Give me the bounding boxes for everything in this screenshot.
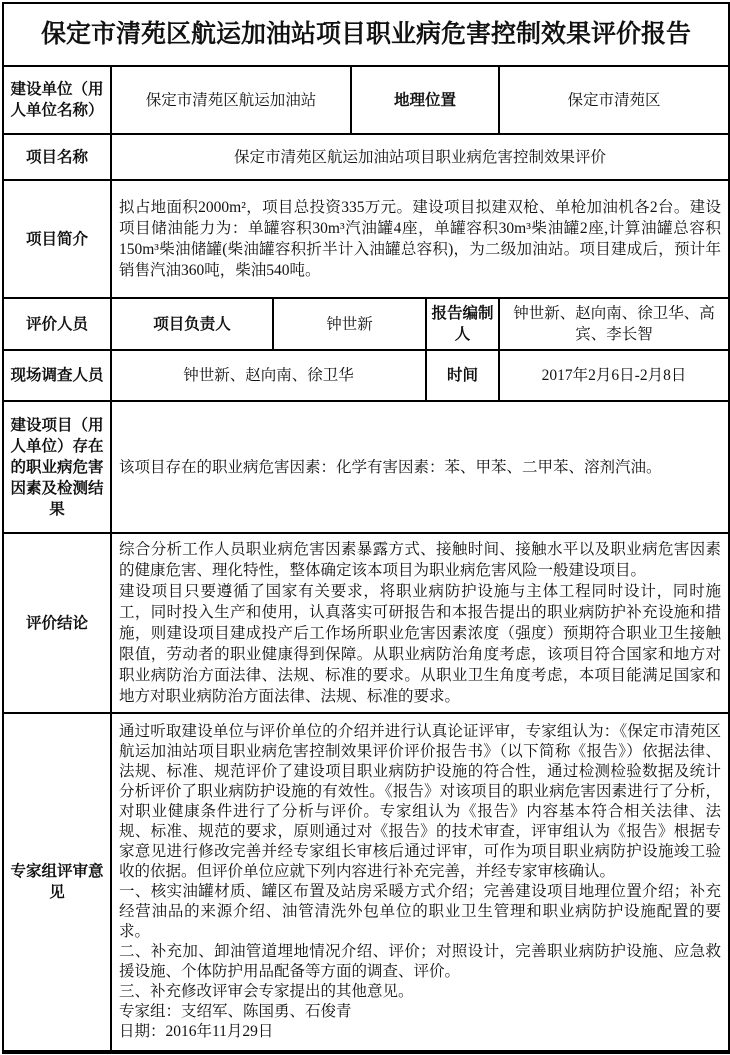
review-date: 日期：2016年11月29日 bbox=[119, 1023, 274, 1040]
hazards-row bbox=[3, 401, 729, 533]
expert-group-signature: 专家组：支绍军、陈国勇、石俊青 bbox=[119, 1003, 352, 1020]
hazards-label: 建设项目（用人单位）存在的职业病危害因素及检测结果 bbox=[3, 401, 111, 533]
project-leader-value: 钟世新 bbox=[273, 298, 426, 350]
project-name-value: 保定市清苑区航运加油站项目职业病危害控制效果评价 bbox=[111, 134, 729, 180]
time-value: 2017年2月6日-2月8日 bbox=[499, 350, 729, 401]
site-survey-label: 现场调查人员 bbox=[3, 350, 111, 401]
expert-review-paragraph: 通过听取建设单位与评价单位的介绍并进行认真论证评审，专家组认为：《保定市清苑区航运加油站项目职业病危害控制效果评价评价报告书》（以下简称《报告》）依据法律、法规、标准、规范评价了建设项目职业病防护设施的符合性，通过检测检验数据及统计分析评价了职业病防护设施的有效性。《报告》对该项目的职业病危害因素进行了分析，对职业健康条件进行了分析与评价。专家组认为《报告》内容基本符合相关法律、法规、标准、规范的要求，原则通过对《报告》的技术审查，评审组认为《报告》根据专家意见进行修改完善并经专家组长审核后通过评审，可作为项目职业病防护设施竣工验收的依据。但评价单位应就下列内容进行补充完善，并经专家审核确认。 bbox=[119, 723, 722, 880]
project-name-label: 项目名称 bbox=[3, 134, 111, 180]
site-survey-row bbox=[3, 350, 729, 401]
conclusion-row bbox=[3, 533, 729, 713]
expert-review-paragraph: 一、核实油罐材质、罐区布置及站房采暖方式介绍；完善建设项目地理位置介绍；补充经营油品的来源介绍、油管清洗外包单位的职业卫生管理和职业病防护设施配置的要求。 bbox=[119, 883, 722, 940]
expert-review-row bbox=[3, 713, 729, 1052]
project-intro-row bbox=[3, 180, 729, 298]
conclusion-label: 评价结论 bbox=[3, 533, 111, 713]
conclusion-paragraph: 综合分析工作人员职业病危害因素暴露方式、接触时间、接触水平以及职业病危害因素的健康危害、理化特性，整体确定该本项目为职业病危害风险一般建设项目。 bbox=[119, 541, 722, 579]
site-survey-value: 钟世新、赵向南、徐卫华 bbox=[111, 350, 426, 401]
location-label: 地理位置 bbox=[351, 66, 499, 134]
evaluators-row bbox=[3, 298, 729, 350]
project-name-row bbox=[3, 134, 729, 180]
expert-review-paragraph: 三、补充修改评审会专家提出的其他意见。 bbox=[119, 983, 414, 1000]
report-title: 保定市清苑区航运加油站项目职业病危害控制效果评价报告 bbox=[3, 3, 729, 66]
project-leader-label: 项目负责人 bbox=[111, 298, 273, 350]
time-label: 时间 bbox=[426, 350, 499, 401]
construction-unit-label: 建设单位（用人单位名称） bbox=[3, 66, 111, 134]
expert-review-label: 专家组评审意见 bbox=[3, 713, 111, 1052]
report-table bbox=[2, 2, 730, 1054]
project-intro-value: 拟占地面积2000m²，项目总投资335万元。建设项目拟建双枪、单枪加油机各2台。建设项目储油能力为：单罐容积30m³汽油罐4座，单罐容积30m³柴油罐2座,计算油罐总容积150m³柴油储罐(柴油罐容积折半计入油罐总容积)，为二级加油站。项目建成后，预计年销售汽油360吨，柴油540吨。 bbox=[111, 180, 729, 298]
report-compiler-value: 钟世新、赵向南、徐卫华、高宾、李长智 bbox=[499, 298, 729, 350]
title-row bbox=[3, 3, 729, 66]
hazards-value: 该项目存在的职业病危害因素：化学有害因素：苯、甲苯、二甲苯、溶剂汽油。 bbox=[111, 401, 729, 533]
conclusion-value bbox=[111, 533, 729, 713]
construction-unit-row bbox=[3, 66, 729, 134]
project-intro-label: 项目简介 bbox=[3, 180, 111, 298]
report-compiler-label: 报告编制人 bbox=[426, 298, 499, 350]
construction-unit-value: 保定市清苑区航运加油站 bbox=[111, 66, 351, 134]
expert-review-value bbox=[111, 713, 729, 1052]
expert-review-paragraph: 二、补充加、卸油管道埋地情况介绍、评价；对照设计，完善职业病防护设施、应急救援设施、个体防护用品配备等方面的调查、评价。 bbox=[119, 943, 722, 980]
conclusion-paragraph: 建设项目只要遵循了国家有关要求，将职业病防护设施与主体工程同时设计，同时施工，同时投入生产和使用，认真落实可研报告和本报告提出的职业病防护补充设施和措施，则建设项目建成投产后工作场所职业危害因素浓度（强度）预期符合职业卫生接触限值，劳动者的职业健康得到保障。从职业病防治角度考虑，该项目符合国家和地方对职业病防治方面法律、法规、标准的要求。从职业卫生角度考虑，本项目能满足国家和地方对职业病防治方面法律、法规、标准的要求。 bbox=[119, 583, 722, 705]
location-value: 保定市清苑区 bbox=[499, 66, 729, 134]
evaluators-label: 评价人员 bbox=[3, 298, 111, 350]
